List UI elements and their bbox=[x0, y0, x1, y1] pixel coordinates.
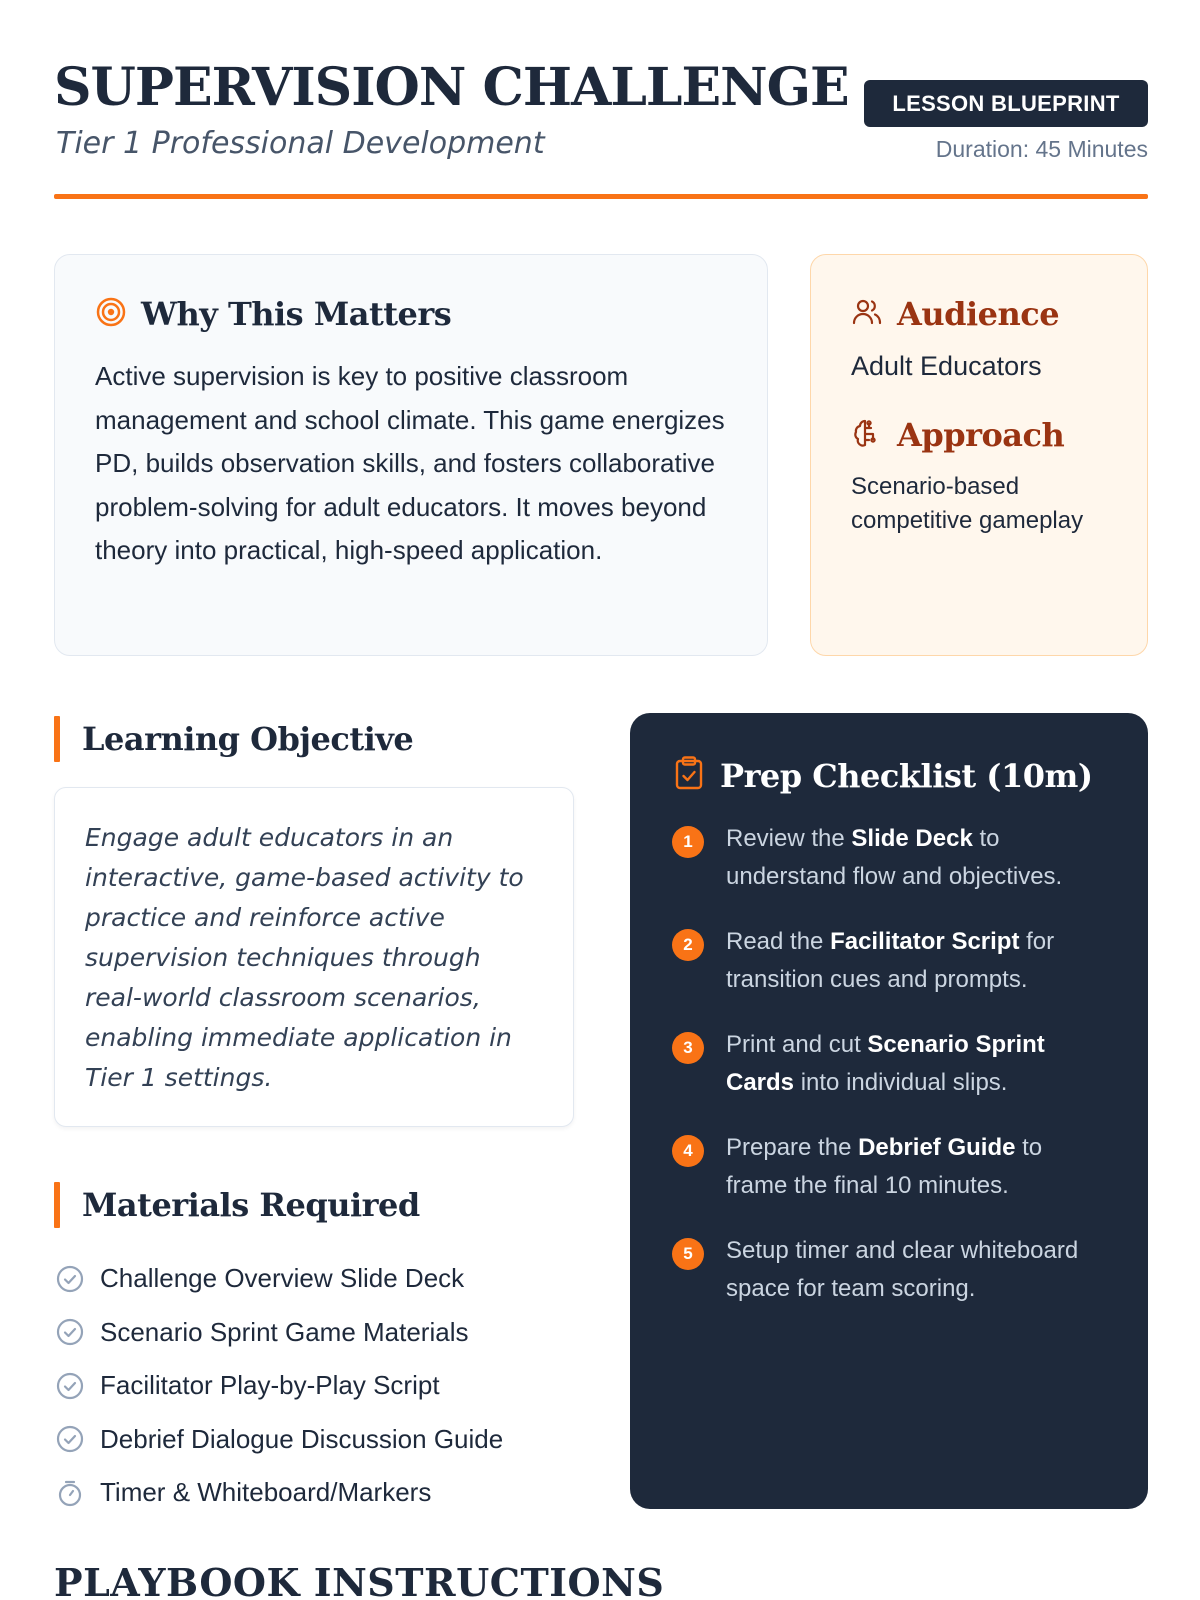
list-item bbox=[54, 1252, 614, 1306]
check-circle-icon bbox=[54, 1423, 86, 1455]
target-icon bbox=[95, 296, 127, 333]
audience-heading: Audience bbox=[897, 295, 1060, 333]
lesson-badge: LESSON BLUEPRINT bbox=[864, 80, 1148, 127]
step-text: Setup timer and clear whiteboard space for team scoring. bbox=[726, 1237, 1079, 1302]
list-item bbox=[672, 1026, 1106, 1101]
brain-icon bbox=[851, 417, 883, 454]
approach-heading: Approach bbox=[897, 416, 1065, 454]
page-title: SUPERVISION CHALLENGE bbox=[54, 57, 849, 118]
objective-heading-row bbox=[54, 716, 413, 762]
page-subtitle: Tier 1 Professional Development bbox=[56, 126, 545, 161]
material-label: Challenge Overview Slide Deck bbox=[100, 1263, 465, 1294]
list-item bbox=[54, 1359, 614, 1413]
list-item bbox=[54, 1306, 614, 1360]
step-number: 3 bbox=[672, 1032, 704, 1064]
why-heading: Why This Matters bbox=[141, 295, 452, 333]
materials-list bbox=[54, 1252, 614, 1520]
prep-checklist-card bbox=[630, 713, 1148, 1509]
timer-icon bbox=[54, 1477, 86, 1509]
why-text: Active supervision is key to positive classroom management and school climate. This game energizes PD, builds observation skills, and fosters collaborative problem-solving for adult educators. It moves beyond theory into practical, high-speed application. bbox=[95, 361, 725, 565]
objective-text: Engage adult educators in an interactive, game-based activity to practice and reinforce active supervision techniques through real-world classroom scenarios, enabling immediate application in Tier 1 settings. bbox=[85, 823, 524, 1092]
why-card bbox=[54, 254, 768, 656]
prep-heading: Prep Checklist (10m) bbox=[720, 756, 1093, 795]
material-label: Scenario Sprint Game Materials bbox=[100, 1316, 469, 1347]
audience-card bbox=[810, 254, 1148, 656]
clipboard-check-icon bbox=[672, 755, 706, 796]
list-item bbox=[672, 923, 1106, 998]
step-text: Print and cut Scenario Sprint Cards into individual slips. bbox=[726, 1031, 1045, 1096]
accent-bar bbox=[54, 1182, 60, 1228]
list-item bbox=[54, 1466, 614, 1520]
step-number: 2 bbox=[672, 929, 704, 961]
list-item bbox=[672, 820, 1106, 895]
objective-card bbox=[54, 787, 574, 1127]
list-item bbox=[672, 1232, 1106, 1307]
step-number: 4 bbox=[672, 1135, 704, 1167]
material-label: Debrief Dialogue Discussion Guide bbox=[100, 1423, 504, 1454]
approach-value: Scenario-based competitive gameplay bbox=[851, 473, 1084, 534]
check-circle-icon bbox=[54, 1370, 86, 1402]
header-divider bbox=[54, 194, 1148, 199]
step-number: 1 bbox=[672, 826, 704, 858]
materials-heading: Materials Required bbox=[82, 1186, 420, 1224]
material-label: Facilitator Play-by-Play Script bbox=[100, 1370, 440, 1401]
list-item bbox=[54, 1413, 614, 1467]
prep-heading-row bbox=[672, 755, 1106, 796]
approach-heading-row bbox=[851, 416, 1107, 454]
page-header bbox=[54, 56, 1148, 202]
audience-heading-row bbox=[851, 295, 1107, 333]
step-text: Review the Slide Deck to understand flow and objectives. bbox=[726, 825, 1063, 890]
why-heading-row bbox=[95, 295, 727, 333]
accent-bar bbox=[54, 716, 60, 762]
step-text: Read the Facilitator Script for transition cues and prompts. bbox=[726, 928, 1055, 993]
step-number: 5 bbox=[672, 1238, 704, 1270]
list-item bbox=[672, 1129, 1106, 1204]
duration-label: Duration: 45 Minutes bbox=[935, 136, 1148, 162]
material-label: Timer & Whiteboard/Markers bbox=[100, 1477, 432, 1508]
step-text: Prepare the Debrief Guide to frame the final 10 minutes. bbox=[726, 1134, 1043, 1199]
playbook-heading: PLAYBOOK INSTRUCTIONS bbox=[54, 1560, 665, 1600]
objective-heading: Learning Objective bbox=[82, 720, 414, 758]
check-circle-icon bbox=[54, 1316, 86, 1348]
prep-steps bbox=[672, 820, 1106, 1307]
check-circle-icon bbox=[54, 1263, 86, 1295]
audience-value: Adult Educators bbox=[851, 351, 1042, 381]
users-icon bbox=[851, 296, 883, 333]
materials-heading-row bbox=[54, 1182, 420, 1228]
